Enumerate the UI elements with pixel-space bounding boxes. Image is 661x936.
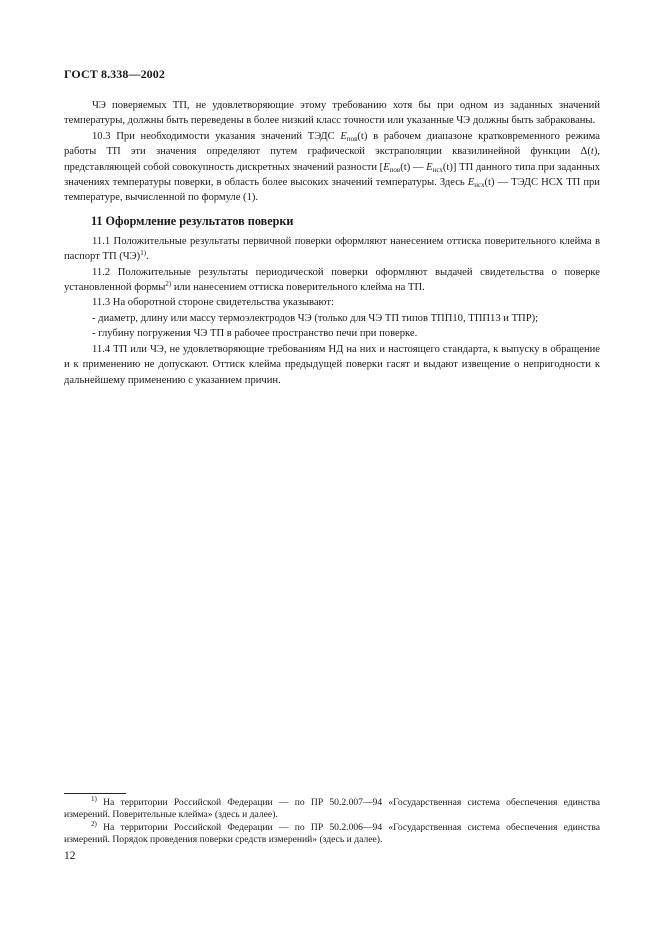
body-text <box>64 98 600 388</box>
paragraph-10-3: 10.3 При необходимости указания значений ТЭДС $E_{пов}(t)$ в рабочем диапазоне кратковременного режима работы ТП эти значения определяют путем графической экстраполяции квазилинейной функции Δ(t), представляющей собой совокупность дискретных значений разности [$E_{пов}(t)$ — $E_{нсх}(t)$] ТП данного типа при заданных значениях температуры поверки, в область более высоких значений температуры. Здесь $E_{нсх}(t)$ — ТЭДС НСХ ТП при температуре, вычисленной по формуле (1). <box>64 130 600 204</box>
section-title-11: 11 Оформление результатов поверки <box>91 213 294 228</box>
footnotes <box>64 797 600 846</box>
list-item: - глубину погружения ЧЭ ТП в рабочее пространство печи при поверке. <box>92 328 418 340</box>
paragraph-11-3: 11.3 На оборотной стороне свидетельства указывают: <box>92 297 334 309</box>
document-header: ГОСТ 8.338—2002 <box>64 67 165 81</box>
paragraph-11-2: 11.2 Положительные результаты периодической поверки оформляют выдачей свидетельства о поверке установленной формы$^{2)}$ или нанесением оттиска поверительного клейма на ТП. <box>64 266 600 294</box>
paragraph-continuation: ЧЭ поверяемых ТП, не удовлетворяющие этому требованию хотя бы при одном из заданных значений температуры, должны быть переведены в более низкий класс точности или указанные ЧЭ должны быть забракованы. <box>64 100 600 127</box>
paragraph-11-4: 11.4 ТП или ЧЭ, не удовлетворяющие требованиям НД на них и настоящего стандарта, к выпуску в обращение и к применению не допускают. Оттиск клейма предыдущей поверки гасят и выдают извещение о непригодности к дальнейшему применению с указанием причин. <box>64 343 600 386</box>
footnote-divider <box>64 793 126 794</box>
page-number: 12 <box>64 850 76 862</box>
footnote-2: $^{2)}$ На территории Российской Федерации — по ПР 50.2.006—94 «Государственная система обеспечения единства измерений. Порядок проведения поверки средств измерений» (здесь и далее). <box>64 819 600 845</box>
paragraph-11-1: 11.1 Положительные результаты первичной поверки оформляют нанесением оттиска поверительного клейма в паспорт ТП (ЧЭ)$^{1)}$. <box>64 235 600 263</box>
footnote-1: $^{1)}$ На территории Российской Федерации — по ПР 50.2.007—94 «Государственная система обеспечения единства измерений. Поверительные клейма» (здесь и далее). <box>64 795 600 821</box>
list-item: - диаметр, длину или массу термоэлектродов ЧЭ (только для ЧЭ ТП типов ТПП10, ТПП13 и ТПР); <box>92 312 539 324</box>
